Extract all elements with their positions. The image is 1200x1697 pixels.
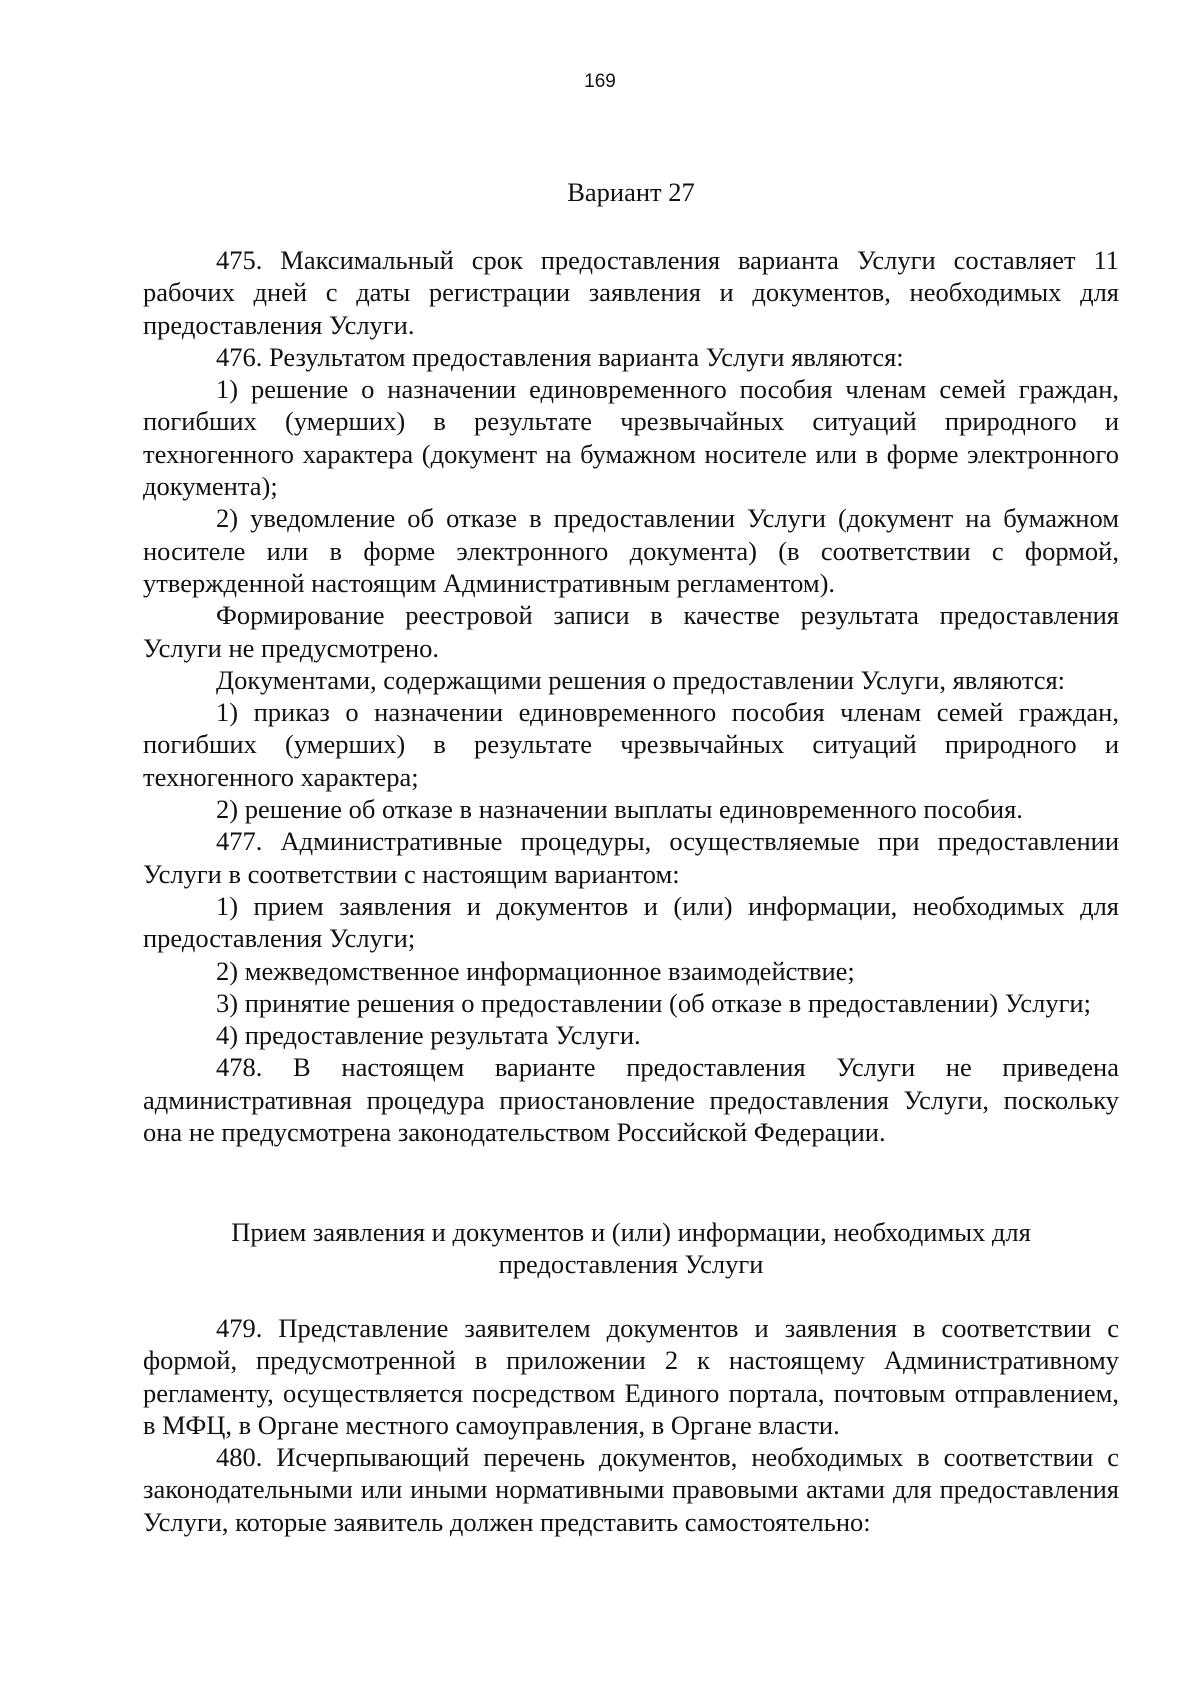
paragraph-478: 478. В настоящем варианте предоставления Услуги не приведена административная процедура приостановление предоставления Услуги, поскольку она не предусмотрена законодательством Российской Федерации.	[143, 1052, 1119, 1148]
paragraph-479: 479. Представление заявителем документов и заявления в соответствии с формой, предусмотренной в приложении 2 к настоящему Административному регламенту, осуществляется посредством Единого портала, почтовым отправлением, в МФЦ, в Органе местного самоуправления, в Органе власти.	[143, 1313, 1119, 1440]
body-text-top	[143, 244, 1119, 1148]
section-heading: Прием заявления и документов и (или) информации, необходимых для предоставления Услуги	[231, 1217, 1031, 1280]
variant-heading: Вариант 27	[567, 177, 695, 207]
paragraph-475: 475. Максимальный срок предоставления варианта Услуги составляет 11 рабочих дней с даты регистрации заявления и документов, необходимых для предоставления Услуги.	[143, 245, 1119, 340]
paragraph-477-item-1: 1) прием заявления и документов и (или) информации, необходимых для предоставления Услуги;	[143, 890, 1119, 954]
paragraph-477-item-4: 4) предоставление результата Услуги.	[216, 1020, 641, 1051]
paragraph-decision-documents: Документами, содержащими решения о предоставлении Услуги, являются:	[216, 664, 1066, 695]
paragraph-476-item-2: 2) уведомление об отказе в предоставлении Услуги (документ на бумажном носителе или в форме электронного документа) (в соответствии с формой, утвержденной настоящим Административным регламентом).	[143, 503, 1119, 598]
paragraph-decision-item-2: 2) решение об отказе в назначении выплаты единовременного пособия.	[216, 794, 1023, 825]
paragraph-476: 476. Результатом предоставления варианта Услуги являются:	[216, 341, 904, 372]
paragraph-476-item-1: 1) решение о назначении единовременного пособия членам семей граждан, погибших (умерших) в результате чрезвычайных ситуаций природного и техногенного характера (документ на бумажном носителе или в форме электронного документа);	[143, 374, 1119, 502]
paragraph-decision-item-1: 1) приказ о назначении единовременного пособия членам семей граждан, погибших (умерших) в результате чрезвычайных ситуаций природного и техногенного характера;	[143, 697, 1119, 792]
page-number: 169	[584, 71, 616, 92]
paragraph-477-item-3: 3) принятие решения о предоставлении (об отказе в предоставлении) Услуги;	[216, 987, 1091, 1018]
paragraph-registry-record: Формирование реестровой записи в качестве результата предоставления Услуги не предусмотрено.	[143, 600, 1119, 663]
body-text-bottom	[143, 1312, 1119, 1538]
paragraph-477: 477. Административные процедуры, осуществляемые при предоставлении Услуги в соответствии с настоящим вариантом:	[143, 826, 1119, 889]
paragraph-480: 480. Исчерпывающий перечень документов, необходимых в соответствии с законодательными или иными нормативными правовыми актами для предоставления Услуги, которые заявитель должен представить самостоятельно:	[143, 1442, 1119, 1537]
paragraph-477-item-2: 2) межведомственное информационное взаимодействие;	[216, 955, 855, 986]
